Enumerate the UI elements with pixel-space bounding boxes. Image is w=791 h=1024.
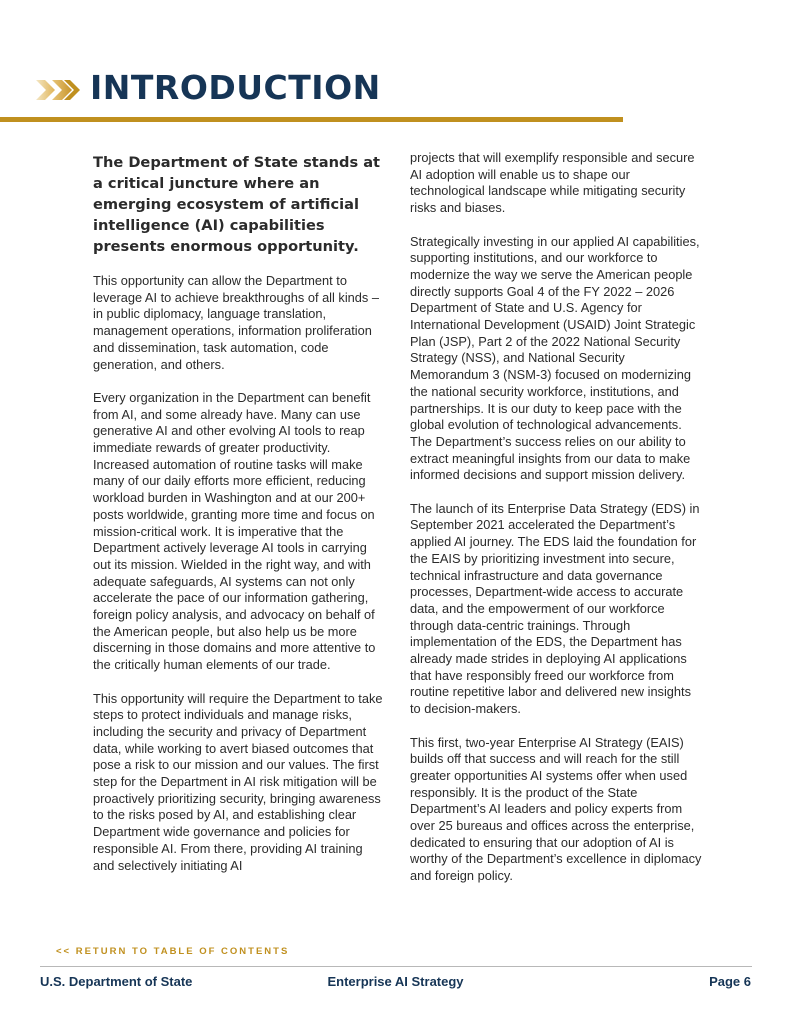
body-paragraph: The launch of its Enterprise Data Strategy (EDS) in September 2021 accelerated the Department’s applied AI journey. The EDS laid the foundation for the EAIS by prioritizing investment into secure, technical infrastructure and data governance processes, Department-wide access to accurate data, and the empowerment of our workforce through data-centric trainings. Through implementation of the EDS, the Department has already made strides in deploying AI applications that have responsibly freed our workforce from routine repetitive labor and delivered new insights to decision-makers. bbox=[410, 500, 700, 717]
double-chevron-right-icon bbox=[36, 80, 80, 100]
title-underline bbox=[0, 117, 623, 122]
body-paragraph: This first, two-year Enterprise AI Strategy (EAIS) builds off that success and will reach for the still greater opportunities AI systems offer when used responsibly. It is the product of the State Department’s AI leaders and policy experts from over 25 bureaus and offices across the enterprise, dedicated to ensuring that our adoption of AI is worthy of the Department’s excellence in diplomacy and foreign policy. bbox=[410, 734, 702, 884]
footer-page-number: Page 6 bbox=[709, 974, 751, 989]
lead-paragraph: The Department of State stands at a critical juncture where an emerging ecosystem of artificial intelligence (AI) capabilities presents enormous opportunity. bbox=[93, 154, 381, 255]
page-title: INTRODUCTION bbox=[90, 68, 381, 107]
body-paragraph: This opportunity can allow the Department to leverage AI to achieve breakthroughs of all kinds – in public diplomacy, language translation, management operations, information proliferation and dissemination, task automation, code generation, and others. bbox=[93, 273, 379, 372]
left-column bbox=[93, 152, 385, 891]
body-paragraph: Strategically investing in our applied AI capabilities, supporting institutions, and our workforce to modernize the way we serve the American people directly supports Goal 4 of the FY 2022 – 2026 Department of State and U.S. Agency for International Development (USAID) Joint Strategic Plan (JSP), Part 2 of the 2022 National Security Strategy (NSS), and National Security Memorandum 3 (NSM-3) focused on modernizing the national security workforce, institutions, and partnerships. It is our duty to keep pace with the global evolution of technological advancements. The Department’s success relies on our ability to extract meaningful insights from our data to make informed decisions and support mission delivery. bbox=[410, 233, 700, 483]
body-paragraph: This opportunity will require the Department to take steps to protect individuals and manage risks, including the security and privacy of Department data, while working to avert biased outcomes that pose a risk to our mission and our values. The first step for the Department in AI risk mitigation will be proactively prioritizing security, bringing awareness to the risks posed by AI, and establishing clear Department wide governance and policies for responsible AI. From there, providing AI training and selectively initiating AI bbox=[93, 690, 383, 873]
body-paragraph: projects that will exemplify responsible and secure AI adoption will enable us to shape our technological landscape while mitigating security risks and biases. bbox=[410, 150, 695, 216]
body-paragraph: Every organization in the Department can benefit from AI, and some already have. Many can use generative AI and other evolving AI tools to reap immediate rewards of greater productivity. Increased automation of routine tasks will make many of our daily efforts more efficient, reducing workload burden in Washington and at our 200+ posts worldwide, granting more time and focus on mission-critical work. It is imperative that the Department actively leverage AI tools in carrying out its mission. Wielded in the right way, and with adequate safeguards, AI systems can not only accelerate the pace of our information gathering, foreign policy analysis, and advocacy on behalf of the American people, but also help us be more discerning in those domains and more attentive to the critically human elements of our trade. bbox=[93, 389, 376, 673]
footer-organization: U.S. Department of State bbox=[40, 974, 193, 989]
footer-document-title: Enterprise AI Strategy bbox=[327, 974, 464, 989]
right-column bbox=[410, 150, 702, 902]
footer-divider bbox=[40, 966, 752, 967]
return-to-toc-link[interactable]: << RETURN TO TABLE OF CONTENTS bbox=[56, 946, 290, 957]
